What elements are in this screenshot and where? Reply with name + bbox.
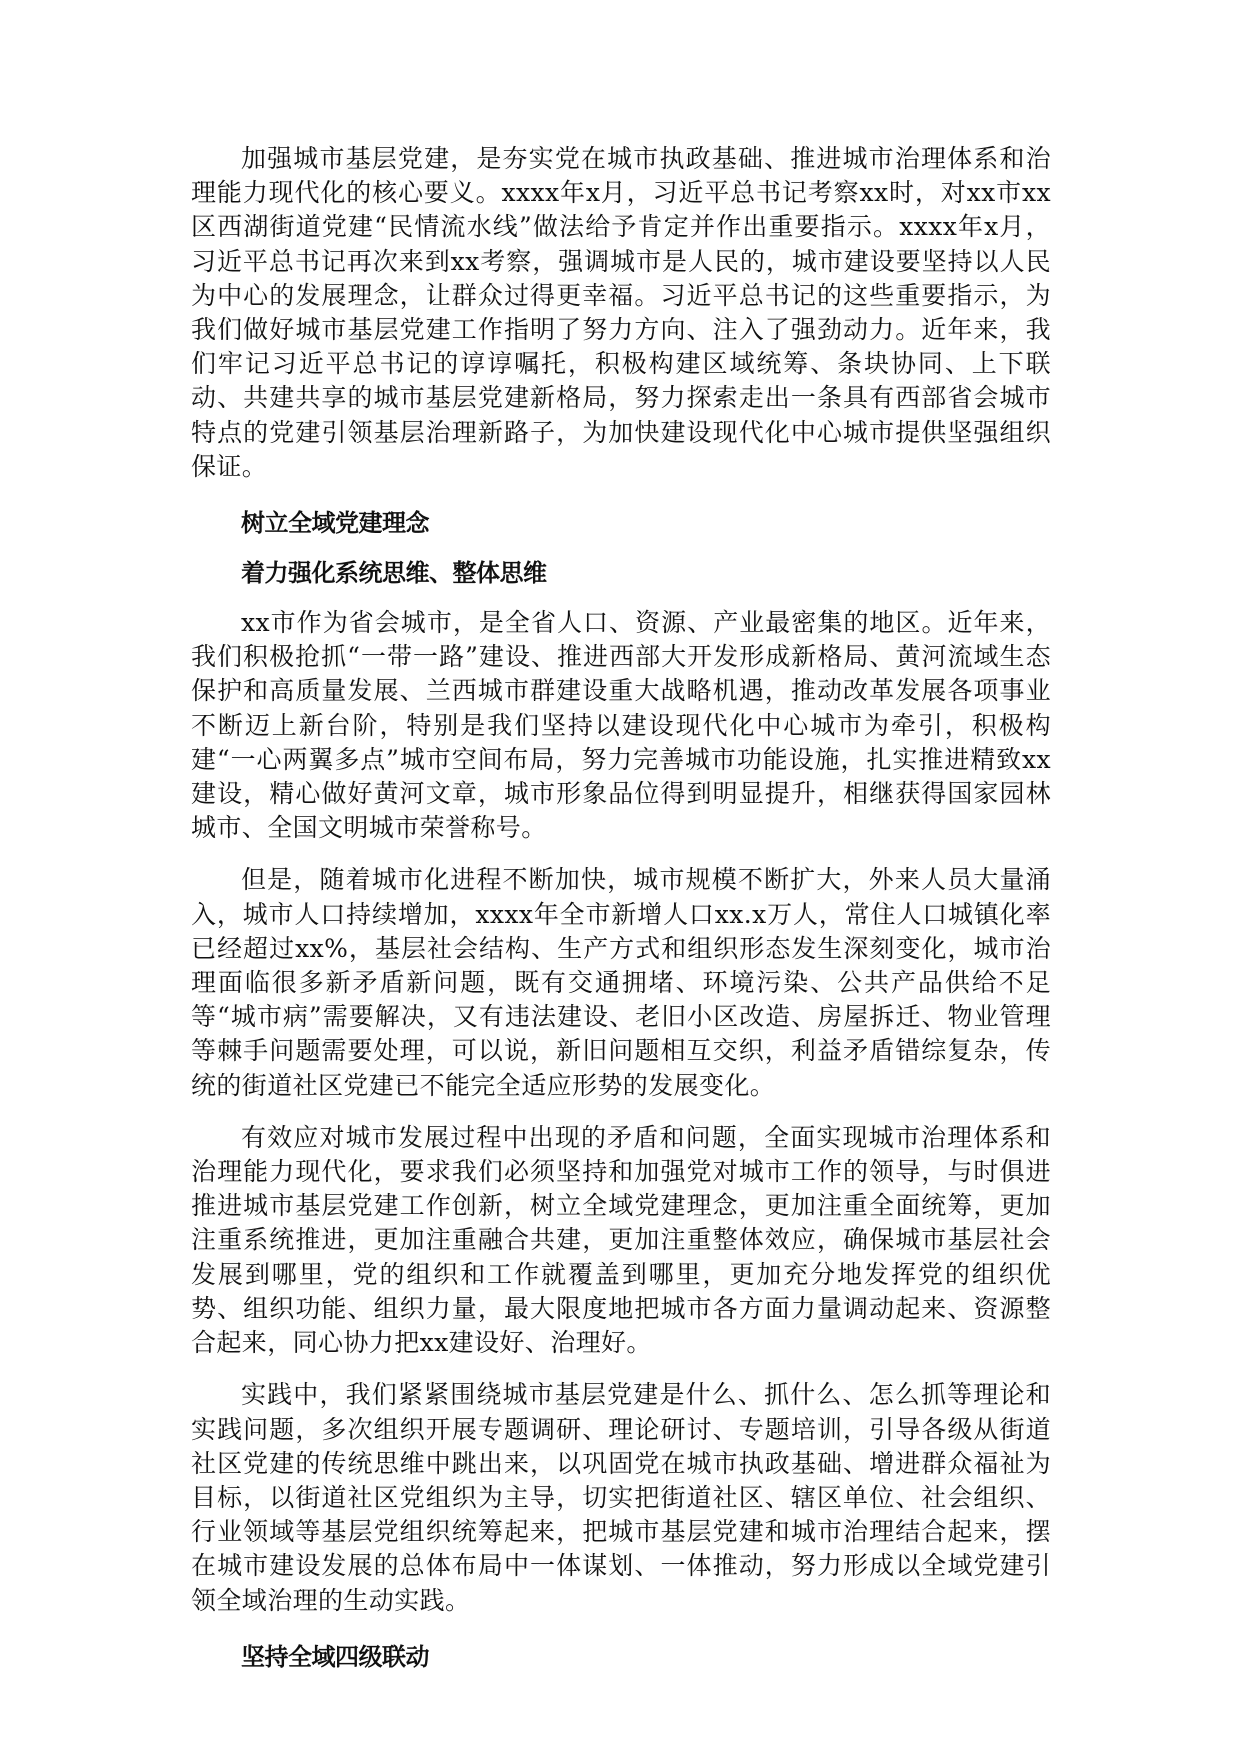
spacer (191, 484, 1051, 506)
spacer (191, 845, 1051, 863)
section-heading-four-level-linkage: 坚持全域四级联动 (241, 1642, 429, 1671)
spacer (191, 1360, 1051, 1378)
spacer (191, 1618, 1051, 1640)
subsection-heading-system-thinking: 着力强化系统思维、整体思维 (241, 559, 547, 588)
intro-paragraph: 加强城市基层党建，是夯实党在城市执政基础、推进城市治理体系和治理能力现代化的核心要义。xxxx年x月，习近平总书记考察xx时，对xx市xx区西湖街道党建“民情流水线”做法给予肯定并作出重要指示。xxxx年x月，习近平总书记再次来到xx考察，强调城市是人民的，城市建设要坚持以人民为中心的发展理念，让群众过得更幸福。习近平总书记的这些重要指示，为我们做好城市基层党建工作指明了努力方向、注入了强劲动力。近年来，我们牢记习近平总书记的谆谆嘱托，积极构建区域统筹、条块协同、上下联动、共建共享的城市基层党建新格局，努力探索走出一条具有西部省会城市特点的党建引领基层治理新路子，为加快建设现代化中心城市提供坚强组织保证。 (191, 144, 1051, 481)
section-heading-establish-concept: 树立全域党建理念 (241, 509, 429, 538)
body-paragraph-response-requirements: 有效应对城市发展过程中出现的矛盾和问题，全面实现城市治理体系和治理能力现代化，要求我们必须坚持和加强党对城市工作的领导，与时俱进推进城市基层党建工作创新，树立全域党建理念，更加注重全面统筹，更加注重系统推进，更加注重融合共建，更加注重整体效应，确保城市基层社会发展到哪里，党的组织和工作就覆盖到哪里，更加充分地发挥党的组织优势、组织功能、组织力量，最大限度地把城市各方面力量调动起来、资源整合起来，同心协力把xx建设好、治理好。 (191, 1122, 1051, 1358)
body-paragraph-city-overview: xx市作为省会城市，是全省人口、资源、产业最密集的地区。近年来，我们积极抢抓“一带一路”建设、推进西部大开发形成新格局、黄河流域生态保护和高质量发展、兰西城市群建设重大战略机遇，推动改革发展各项事业不断迈上新台阶，特别是我们坚持以建设现代化中心城市为牵引，积极构建“一心两翼多点”城市空间布局，努力完善城市功能设施，扎实推进精致xx建设，精心做好黄河文章，城市形象品位得到明显提升，相继获得国家园林城市、全国文明城市荣誉称号。 (191, 608, 1051, 843)
spacer (191, 540, 1051, 556)
spacer (191, 1103, 1051, 1121)
document-page (191, 142, 1051, 1674)
body-paragraph-practice: 实践中，我们紧紧围绕城市基层党建是什么、抓什么、怎么抓等理论和实践问题，多次组织开展专题调研、理论研讨、专题培训，引导各级从街道社区党建的传统思维中跳出来，以巩固党在城市执政基础、增进群众福祉为目标，以街道社区党组织为主导，切实把街道社区、辖区单位、社会组织、行业领域等基层党组织统筹起来，把城市基层党建和城市治理结合起来，摆在城市建设发展的总体布局中一体谋划、一体推动，努力形成以全域党建引领全域治理的生动实践。 (191, 1380, 1051, 1615)
body-paragraph-urbanization-challenges: 但是，随着城市化进程不断加快，城市规模不断扩大，外来人员大量涌入，城市人口持续增加，xxxx年全市新增人口xx.x万人，常住人口城镇化率已经超过xx%，基层社会结构、生产方式和组织形态发生深刻变化，城市治理面临很多新矛盾新问题，既有交通拥堵、环境污染、公共产品供给不足等“城市病”需要解决，又有违法建设、老旧小区改造、房屋拆迁、物业管理等棘手问题需要处理，可以说，新旧问题相互交织，利益矛盾错综复杂，传统的街道社区党建已不能完全适应形势的发展变化。 (191, 865, 1051, 1100)
spacer (191, 590, 1051, 606)
